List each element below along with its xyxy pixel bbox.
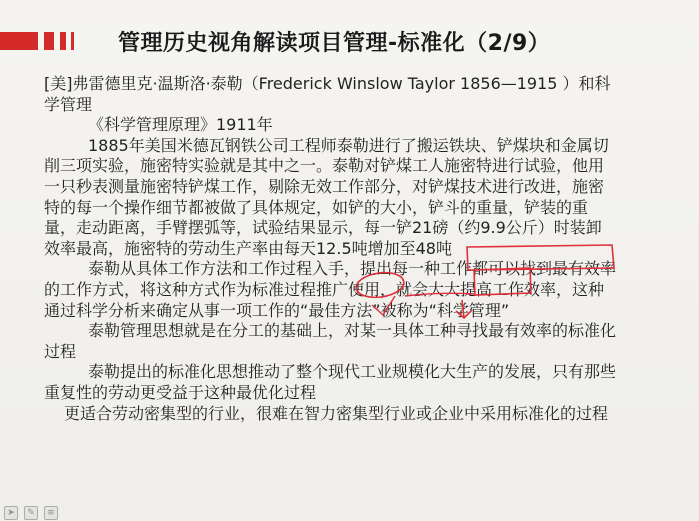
pen-icon[interactable]: ✎ bbox=[24, 506, 38, 520]
body-line: 通过科学分析来确定从事一项工作的“最佳方法”被称为“科学管理” bbox=[44, 300, 510, 320]
presentation-toolbar bbox=[0, 505, 154, 521]
body-line: 一只秒表测量施密特铲煤工作，剔除无效工作部分，对铲煤技术进行改进，施密 bbox=[44, 176, 605, 196]
body-line: 泰勒管理思想就是在分工的基础上，对某一具体工种寻找最有效率的标准化 bbox=[88, 321, 617, 341]
book-title-line: 《科学管理原理》1911年 bbox=[88, 115, 273, 135]
slide-body bbox=[44, 74, 696, 424]
body-line: 削三项实验，施密特实验就是其中之一。泰勒对铲煤工人施密特进行试验，他用 bbox=[44, 156, 605, 176]
body-line: 的工作方式，将这种方式作为标准过程推广使用，就会大大提高工作效率，这种 bbox=[44, 279, 605, 299]
menu-icon[interactable]: ≡ bbox=[44, 506, 58, 520]
body-line: 特的每一个操作细节都被做了具体规定，如铲的大小，铲斗的重量，铲装的重 bbox=[44, 197, 589, 217]
body-line: 重复性的劳动更受益于这种最优化过程 bbox=[44, 382, 317, 402]
body-line: 量，走动距离，手臂摆弧等，试验结果显示，每一铲21磅（约9.9公斤）时装卸 bbox=[44, 218, 602, 238]
body-line: 效率最高，施密特的劳动生产率由每天12.5吨增加至48吨 bbox=[44, 238, 452, 258]
body-line: 更适合劳动密集型的行业，很难在智力密集型行业或企业中采用标准化的过程 bbox=[64, 403, 609, 423]
red-bar-logo-icon bbox=[0, 32, 78, 50]
body-line: 过程 bbox=[44, 341, 77, 361]
body-line: 1885年美国米德瓦钢铁公司工程师泰勒进行了搬运铁块、铲煤块和金属切 bbox=[88, 135, 609, 155]
body-line: 泰勒提出的标准化思想推动了整个现代工业规模化大生产的发展，只有那些 bbox=[88, 362, 617, 382]
body-line: 学管理 bbox=[44, 94, 93, 114]
body-line: [美]弗雷德里克·温斯洛·泰勒（Frederick Winslow Taylor 1856—1915 ）和科 bbox=[44, 74, 611, 93]
body-line: 泰勒从具体工作方法和工作过程入手，提出每一种工作都可以找到最有效率 bbox=[88, 259, 617, 279]
pointer-icon[interactable]: ➤ bbox=[4, 506, 18, 520]
slide-title: 管理历史视角解读项目管理-标准化（2/9） bbox=[118, 31, 551, 56]
